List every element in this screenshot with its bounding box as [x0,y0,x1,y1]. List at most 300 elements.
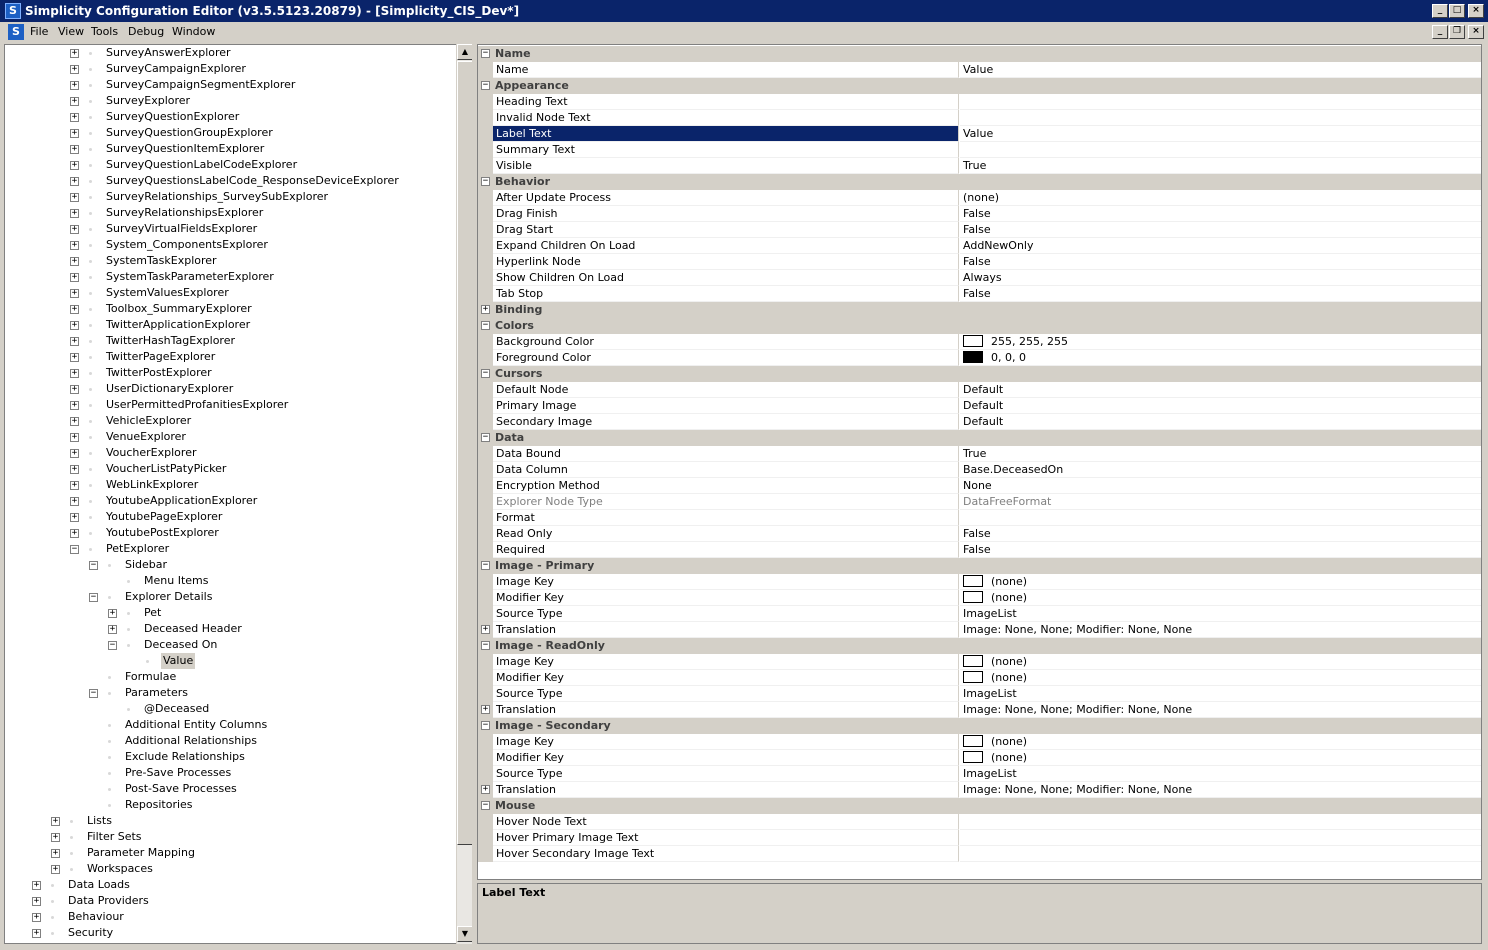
tree-item-label: Behaviour [68,910,124,923]
tree-item[interactable] [5,189,455,205]
property-value[interactable] [960,782,1481,798]
property-row[interactable] [478,270,1481,286]
node-bullet-icon [89,324,92,327]
tree-item[interactable] [5,285,455,301]
panel-splitter[interactable] [472,44,476,944]
tree-item[interactable] [5,477,455,493]
property-category[interactable] [478,366,1481,382]
property-value[interactable] [960,190,1481,206]
tree-item[interactable] [5,589,455,605]
property-name[interactable]: Source Type [493,686,959,702]
tree-item[interactable] [5,781,455,797]
category-title: Cursors [495,367,543,380]
expand-icon[interactable]: + [71,416,78,426]
row-gutter [478,62,493,78]
expand-icon[interactable]: + [71,112,78,122]
property-name[interactable]: Modifier Key [493,670,959,686]
property-value[interactable] [960,702,1481,718]
property-row[interactable] [478,446,1481,462]
property-name[interactable]: Translation [493,702,959,718]
tree-item[interactable] [5,733,455,749]
property-value[interactable] [960,334,1481,350]
property-help-panel [477,883,1482,944]
tree-item[interactable] [5,253,455,269]
property-row[interactable] [478,190,1481,206]
property-value[interactable] [960,270,1481,286]
tree-item[interactable] [5,205,455,221]
tree-item[interactable] [5,573,455,589]
property-name[interactable]: Source Type [493,606,959,622]
tree-item[interactable] [5,701,455,717]
property-name[interactable]: Primary Image [493,398,959,414]
tree-item[interactable] [5,157,455,173]
property-row[interactable] [478,110,1481,126]
tree-item[interactable] [5,429,455,445]
expand-icon[interactable]: + [71,432,78,442]
property-row[interactable] [478,606,1481,622]
node-bullet-icon [89,196,92,199]
menu-window[interactable]: Window [172,25,216,38]
property-name[interactable]: Label Text [493,126,959,142]
property-row[interactable] [478,94,1481,110]
property-value[interactable] [960,254,1481,270]
row-gutter [478,126,493,142]
property-row[interactable] [478,254,1481,270]
expand-icon[interactable]: + [52,848,59,858]
property-name[interactable]: Drag Finish [493,206,959,222]
property-name[interactable]: Hover Secondary Image Text [493,846,959,862]
property-row[interactable] [478,526,1481,542]
collapse-icon[interactable]: − [71,544,78,554]
property-row[interactable] [478,702,1481,718]
tree-item[interactable] [5,397,455,413]
property-name[interactable]: Explorer Node Type [493,494,959,510]
tree-item[interactable] [5,653,455,669]
property-name[interactable]: Image Key [493,734,959,750]
expand-icon[interactable]: + [33,896,40,906]
expand-icon[interactable]: + [482,304,489,314]
category-title: Mouse [495,799,536,812]
property-name[interactable]: Hyperlink Node [493,254,959,270]
property-row[interactable] [478,478,1481,494]
property-value[interactable] [960,238,1481,254]
property-category[interactable] [478,318,1481,334]
tree-item[interactable] [5,893,455,909]
property-value-text: (none) [991,751,1028,764]
collapse-icon[interactable]: − [482,176,489,186]
expand-icon[interactable]: + [71,96,78,106]
property-name[interactable]: Required [493,542,959,558]
expand-icon[interactable]: + [71,176,78,186]
collapse-icon[interactable]: − [482,320,489,330]
property-row[interactable] [478,750,1481,766]
tree-item-label: SystemValuesExplorer [106,286,229,299]
property-name[interactable]: Show Children On Load [493,270,959,286]
tree-item[interactable] [5,509,455,525]
property-category[interactable] [478,46,1481,62]
node-bullet-icon [89,532,92,535]
tree-item[interactable] [5,445,455,461]
property-value[interactable] [960,814,1481,830]
tree-item[interactable] [5,797,455,813]
property-category[interactable] [478,430,1481,446]
expand-icon[interactable]: + [33,912,40,922]
expand-icon[interactable]: + [482,704,489,714]
collapse-icon[interactable]: − [482,640,489,650]
property-name[interactable]: Foreground Color [493,350,959,366]
property-name[interactable]: Background Color [493,334,959,350]
property-row[interactable] [478,686,1481,702]
property-row[interactable] [478,414,1481,430]
property-category[interactable] [478,174,1481,190]
menu-file[interactable]: File [30,25,49,38]
property-value[interactable] [960,398,1481,414]
expand-icon[interactable]: + [71,512,78,522]
expand-icon[interactable]: + [71,272,78,282]
property-value[interactable] [960,414,1481,430]
node-bullet-icon [51,916,54,919]
expand-icon[interactable]: + [71,192,78,202]
property-row[interactable] [478,62,1481,78]
property-value[interactable] [960,670,1481,686]
property-name[interactable]: Secondary Image [493,414,959,430]
tree-item[interactable] [5,93,455,109]
collapse-icon[interactable]: − [90,688,97,698]
tree-item[interactable] [5,77,455,93]
property-row[interactable] [478,206,1481,222]
tree-item[interactable] [5,333,455,349]
collapse-icon[interactable]: − [109,640,116,650]
property-row[interactable] [478,510,1481,526]
property-value[interactable] [960,494,1481,510]
expand-icon[interactable]: + [71,128,78,138]
tree-scrollbar[interactable] [456,44,472,944]
property-row[interactable] [478,574,1481,590]
property-value[interactable] [960,590,1481,606]
property-row[interactable] [478,734,1481,750]
expand-icon[interactable]: + [33,928,40,938]
expand-icon[interactable]: + [71,256,78,266]
tree-item[interactable] [5,525,455,541]
row-gutter [478,478,493,494]
property-row[interactable] [478,846,1481,862]
scroll-thumb[interactable] [457,61,473,845]
tree-item[interactable] [5,909,455,925]
tree-item[interactable] [5,765,455,781]
property-row[interactable] [478,814,1481,830]
property-name[interactable]: Hover Primary Image Text [493,830,959,846]
tree-item[interactable] [5,61,455,77]
tree-item[interactable] [5,269,455,285]
mdi-minimize-button[interactable]: _ [1432,25,1448,39]
tree-item[interactable] [5,413,455,429]
tree-item[interactable] [5,557,455,573]
property-name[interactable]: Invalid Node Text [493,110,959,126]
property-value[interactable] [960,126,1481,142]
property-category[interactable] [478,638,1481,654]
property-value[interactable] [960,286,1481,302]
tree-item[interactable] [5,717,455,733]
property-row[interactable] [478,382,1481,398]
tree-item[interactable] [5,749,455,765]
property-row[interactable] [478,222,1481,238]
tree-item[interactable] [5,845,455,861]
property-value[interactable] [960,654,1481,670]
property-value[interactable] [960,846,1481,862]
expand-icon[interactable]: + [71,224,78,234]
expand-icon[interactable]: + [71,208,78,218]
property-value[interactable] [960,574,1481,590]
tree-item[interactable] [5,829,455,845]
collapse-icon[interactable]: − [482,720,489,730]
property-row[interactable] [478,350,1481,366]
property-value-text: Always [963,271,1002,284]
property-name[interactable]: Tab Stop [493,286,959,302]
expand-icon[interactable]: + [71,144,78,154]
tree-item[interactable] [5,381,455,397]
node-bullet-icon [89,340,92,343]
mdi-child-icon[interactable]: S [8,24,24,40]
property-row[interactable] [478,590,1481,606]
minimize-button[interactable]: _ [1432,4,1448,18]
menu-tools[interactable]: Tools [91,25,119,38]
property-value[interactable] [960,766,1481,782]
expand-icon[interactable]: + [71,240,78,250]
expand-icon[interactable]: + [71,288,78,298]
property-row[interactable] [478,334,1481,350]
property-row[interactable] [478,398,1481,414]
expand-icon[interactable]: + [71,352,78,362]
property-name[interactable]: Summary Text [493,142,959,158]
property-category[interactable] [478,558,1481,574]
node-bullet-icon [127,644,130,647]
tree-item[interactable] [5,685,455,701]
row-gutter [478,830,493,846]
tree-item[interactable] [5,541,455,557]
property-value[interactable] [960,686,1481,702]
property-row[interactable] [478,126,1481,142]
expand-icon[interactable]: + [33,880,40,890]
property-value[interactable] [960,222,1481,238]
tree-item[interactable] [5,877,455,893]
property-name[interactable]: Image Key [493,574,959,590]
tree-item[interactable] [5,605,455,621]
property-value[interactable] [960,446,1481,462]
expand-icon[interactable]: + [109,608,116,618]
maximize-button[interactable]: □ [1449,4,1465,18]
property-value[interactable] [960,62,1481,78]
tree-item-label: YoutubePostExplorer [106,526,219,539]
tree-item[interactable] [5,301,455,317]
tree-item[interactable] [5,813,455,829]
property-value[interactable] [960,94,1481,110]
property-value[interactable] [960,622,1481,638]
close-button[interactable]: × [1468,4,1484,18]
collapse-icon[interactable]: − [90,560,97,570]
property-value[interactable] [960,462,1481,478]
property-row[interactable] [478,766,1481,782]
property-name[interactable]: Hover Node Text [493,814,959,830]
tree-item[interactable] [5,461,455,477]
expand-icon[interactable]: + [52,816,59,826]
expand-icon[interactable]: + [109,624,116,634]
property-name[interactable]: Heading Text [493,94,959,110]
expand-icon[interactable]: + [71,160,78,170]
expand-icon[interactable]: + [71,304,78,314]
property-category[interactable] [478,302,1481,318]
expand-icon[interactable]: + [71,384,78,394]
tree-item[interactable] [5,173,455,189]
property-value[interactable] [960,750,1481,766]
tree-item[interactable] [5,493,455,509]
collapse-icon[interactable]: − [482,368,489,378]
expand-icon[interactable]: + [71,400,78,410]
expand-icon[interactable]: + [71,80,78,90]
scroll-up-arrow-icon[interactable]: ▲ [457,44,473,60]
property-value-text: None [963,479,992,492]
property-name[interactable]: Data Bound [493,446,959,462]
tree-item[interactable] [5,141,455,157]
tree-item[interactable] [5,237,455,253]
tree-item[interactable] [5,45,455,61]
expand-icon[interactable]: + [71,320,78,330]
expand-icon[interactable]: + [71,336,78,346]
property-value[interactable] [960,206,1481,222]
tree-item[interactable] [5,221,455,237]
tree-item[interactable] [5,637,455,653]
property-name[interactable]: Encryption Method [493,478,959,494]
property-category[interactable] [478,718,1481,734]
property-row[interactable] [478,830,1481,846]
property-value[interactable] [960,542,1481,558]
property-value[interactable] [960,830,1481,846]
collapse-icon[interactable]: − [482,560,489,570]
property-name[interactable]: Default Node [493,382,959,398]
node-bullet-icon [89,356,92,359]
property-category[interactable] [478,798,1481,814]
tree-item-label: SurveyQuestionLabelCodeExplorer [106,158,298,171]
property-name[interactable]: Visible [493,158,959,174]
mdi-close-button[interactable]: × [1468,25,1484,39]
property-value[interactable] [960,142,1481,158]
property-row[interactable] [478,654,1481,670]
expand-icon[interactable]: + [71,528,78,538]
expand-icon[interactable]: + [52,832,59,842]
expand-icon[interactable]: + [482,784,489,794]
property-name[interactable]: Expand Children On Load [493,238,959,254]
property-value[interactable] [960,606,1481,622]
property-row[interactable] [478,622,1481,638]
property-row[interactable] [478,542,1481,558]
expand-icon[interactable]: + [482,624,489,634]
tree-item[interactable] [5,925,455,941]
tree-item-label: Post-Save Processes [125,782,237,795]
property-name[interactable]: Format [493,510,959,526]
scroll-down-arrow-icon[interactable]: ▼ [457,926,473,942]
tree-item-label: SurveyRelationships_SurveySubExplorer [106,190,329,203]
collapse-icon[interactable]: − [482,80,489,90]
expand-icon[interactable]: + [71,64,78,74]
property-value[interactable] [960,478,1481,494]
tree-item[interactable] [5,669,455,685]
menu-debug[interactable]: Debug [128,25,165,38]
expand-icon[interactable]: + [52,864,59,874]
property-name[interactable]: Modifier Key [493,590,959,606]
property-row[interactable] [478,462,1481,478]
tree-item[interactable] [5,317,455,333]
explorer-tree[interactable] [4,44,472,944]
property-row[interactable] [478,286,1481,302]
property-name[interactable]: Translation [493,622,959,638]
tree-item[interactable] [5,621,455,637]
tree-item-label: Deceased On [144,638,218,651]
property-name[interactable]: After Update Process [493,190,959,206]
property-name[interactable]: Modifier Key [493,750,959,766]
row-gutter [478,686,493,702]
property-value[interactable] [960,382,1481,398]
property-row[interactable] [478,494,1481,510]
property-row[interactable] [478,158,1481,174]
property-value[interactable] [960,734,1481,750]
expand-icon[interactable]: + [71,496,78,506]
property-grid[interactable] [477,44,1482,880]
node-bullet-icon [108,676,111,679]
property-value[interactable] [960,110,1481,126]
property-row[interactable] [478,142,1481,158]
property-row[interactable] [478,670,1481,686]
property-name[interactable]: Drag Start [493,222,959,238]
property-name[interactable]: Read Only [493,526,959,542]
tree-item-label: SurveyQuestionGroupExplorer [106,126,273,139]
collapse-icon[interactable]: − [90,592,97,602]
tree-item[interactable] [5,109,455,125]
expand-icon[interactable]: + [71,368,78,378]
collapse-icon[interactable]: − [482,800,489,810]
property-name[interactable]: Image Key [493,654,959,670]
tree-item[interactable] [5,125,455,141]
property-name[interactable]: Name [493,62,959,78]
expand-icon[interactable]: + [71,448,78,458]
tree-item[interactable] [5,365,455,381]
property-value[interactable] [960,158,1481,174]
property-name[interactable]: Translation [493,782,959,798]
tree-item[interactable] [5,349,455,365]
property-value[interactable] [960,350,1481,366]
property-category[interactable] [478,78,1481,94]
tree-item-label: @Deceased [144,702,210,715]
property-row[interactable] [478,782,1481,798]
property-value[interactable] [960,510,1481,526]
property-row[interactable] [478,238,1481,254]
mdi-restore-button[interactable]: ❐ [1449,25,1465,39]
collapse-icon[interactable]: − [482,48,489,58]
expand-icon[interactable]: + [71,480,78,490]
tree-item[interactable] [5,861,455,877]
collapse-icon[interactable]: − [482,432,489,442]
node-bullet-icon [127,612,130,615]
row-gutter [478,750,493,766]
property-value-text: (none) [991,735,1028,748]
expand-icon[interactable]: + [71,464,78,474]
row-gutter [478,782,493,798]
property-name[interactable]: Source Type [493,766,959,782]
category-title: Colors [495,319,534,332]
property-name[interactable]: Data Column [493,462,959,478]
expand-icon[interactable]: + [71,48,78,58]
menu-view[interactable]: View [58,25,85,38]
property-value-text: ImageList [963,607,1017,620]
property-value[interactable] [960,526,1481,542]
